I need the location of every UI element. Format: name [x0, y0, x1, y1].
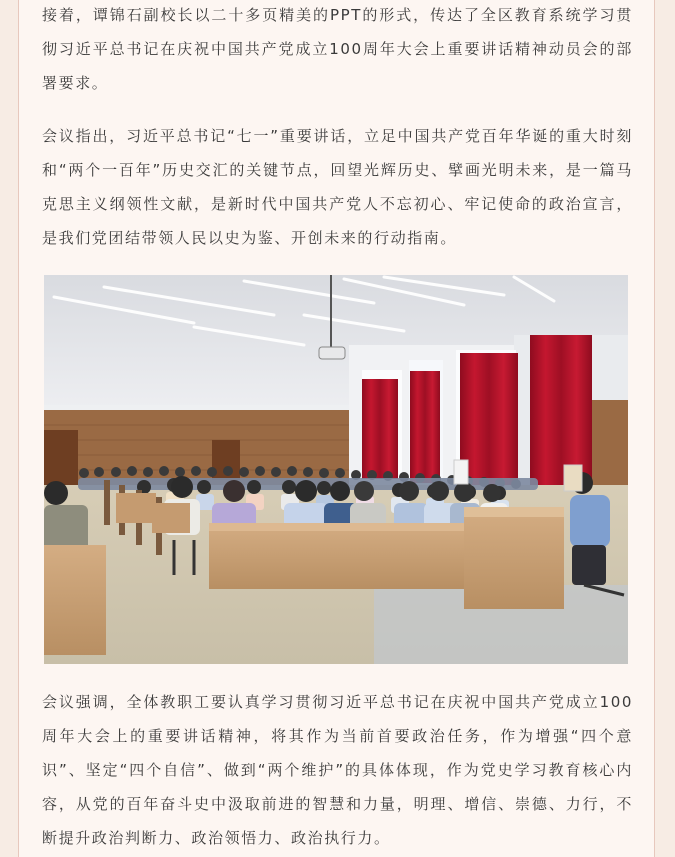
- meeting-photo: [44, 275, 628, 664]
- article-paragraph-3: 会议强调，全体教职工要认真学习贯彻习近平总书记在庆祝中国共产党成立100周年大会上的重要讲话精神，将其作为当前首要政治任务，作为增强“四个意识”、坚定“四个自信”、做到“两个维护”的具体体现，作为党史学习教育核心内容，从党的百年奋斗史中汲取前进的智慧和力量，明理、增信、崇德、力行，不断提升政治判断力、政治领悟力、政治执行力。: [42, 693, 633, 847]
- article-paragraph-2: 会议指出，习近平总书记“七一”重要讲话，立足中国共产党百年华诞的重大时刻和“两个一百年”历史交汇的关键节点，回望光辉历史、擘画光明未来，是一篇马克思主义纲领性文献，是新时代中国共产党人不忘初心、牢记使命的政治宣言，是我们党团结带领人民以史为鉴、开创未来的行动指南。: [42, 127, 633, 247]
- article-paragraph-1: 接着，谭锦石副校长以二十多页精美的PPT的形式，传达了全区教育系统学习贯彻习近平总书记在庆祝中国共产党成立100周年大会上重要讲话精神动员会的部署要求。: [42, 6, 633, 92]
